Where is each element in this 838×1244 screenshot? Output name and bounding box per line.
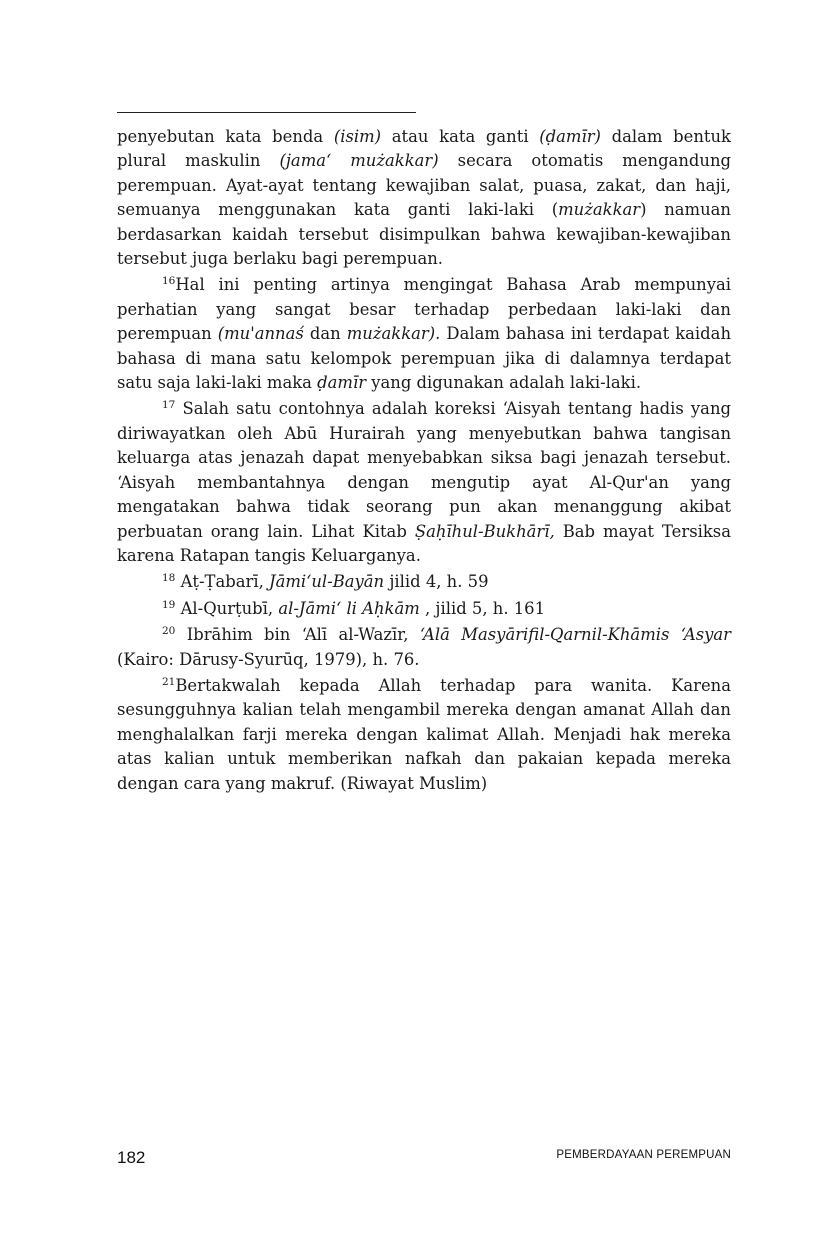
page-number: 182 bbox=[117, 1148, 146, 1167]
page-footer bbox=[117, 1148, 731, 1172]
footnote-17: $^{17}$ Salah satu contohnya adalah koreksi ‘Aisyah tentang hadis yang diriwayatkan oleh Abū Hurairah yang menyebutkan bahwa tangisan keluarga atas jenazah dapat menyebabkan siksa bagi jenazah tersebut. ‘Aisyah membantahnya dengan mengutip ayat Al-Qur'an yang mengatakan bahwa tidak seorang pun akan menanggung akibat perbuatan orang lain. Lihat Kitab Ṣaḥīhul-Bukhārī, Bab mayat Tersiksa karena Ratapan tangis Keluarganya. bbox=[117, 399, 731, 565]
footnote-15-continued: penyebutan kata benda (isim) atau kata ganti (ḍamīr) dalam bentuk plural maskulin (jama‘ mużakkar) secara otomatis mengandung perempuan. Ayat-ayat tentang kewajiban salat, puasa, zakat, dan haji, semuanya menggunakan kata ganti laki-laki (mużakkar) namuan berdasarkan kaidah tersebut disimpulkan bahwa kewajiban-kewajiban tersebut juga berlaku bagi perempuan. bbox=[117, 127, 731, 269]
footnote-18: $^{18}$ Aṭ-Ṭabarī, Jāmi‘ul-Bayān jilid 4, h. 59 bbox=[162, 572, 489, 592]
footnote-number: 18 bbox=[162, 572, 176, 585]
running-title: PEMBERDAYAAN PEREMPUAN bbox=[556, 1149, 731, 1161]
footnote-separator bbox=[117, 112, 416, 113]
footnote-20: $^{20}$ Ibrāhim bin ‘Alī al-Wazīr, ‘Alā Masyārifil-Qarnil-Khāmis ‘Asyar (Kairo: Dārusy-Syurūq, 1979), h. 76. bbox=[117, 625, 731, 669]
footnote-19: $^{19}$ Al-Qurṭubī, al-Jāmi‘ li Aḥkām , jilid 5, h. 161 bbox=[162, 598, 546, 618]
footnote-number: 17 bbox=[162, 399, 176, 412]
footnote-21: $^{21}$Bertakwalah kepada Allah terhadap para wanita. Karena sesungguhnya kalian telah mengambil mereka dengan amanat Allah dan menghalalkan farji mereka dengan kalimat Allah. Menjadi hak mereka atas kalian untuk memberikan nafkah dan pakaian kepada mereka dengan cara yang makruf. (Riwayat Muslim) bbox=[117, 675, 731, 793]
footnote-number: 20 bbox=[162, 625, 176, 638]
footnote-number: 19 bbox=[162, 598, 176, 611]
footnote-number: 16 bbox=[162, 275, 176, 288]
footnote-16: $^{16}$Hal ini penting artinya mengingat Bahasa Arab mempunyai perhatian yang sangat besar terhadap perbedaan laki-laki dan perempuan (mu'annaś dan mużakkar). Dalam bahasa ini terdapat kaidah bahasa di mana satu kelompok perempuan jika di dalamnya terdapat satu saja laki-laki maka ḍamīr yang digunakan adalah laki-laki. bbox=[117, 275, 731, 393]
footnotes-section bbox=[117, 125, 731, 796]
footnote-number: 21 bbox=[162, 675, 176, 688]
